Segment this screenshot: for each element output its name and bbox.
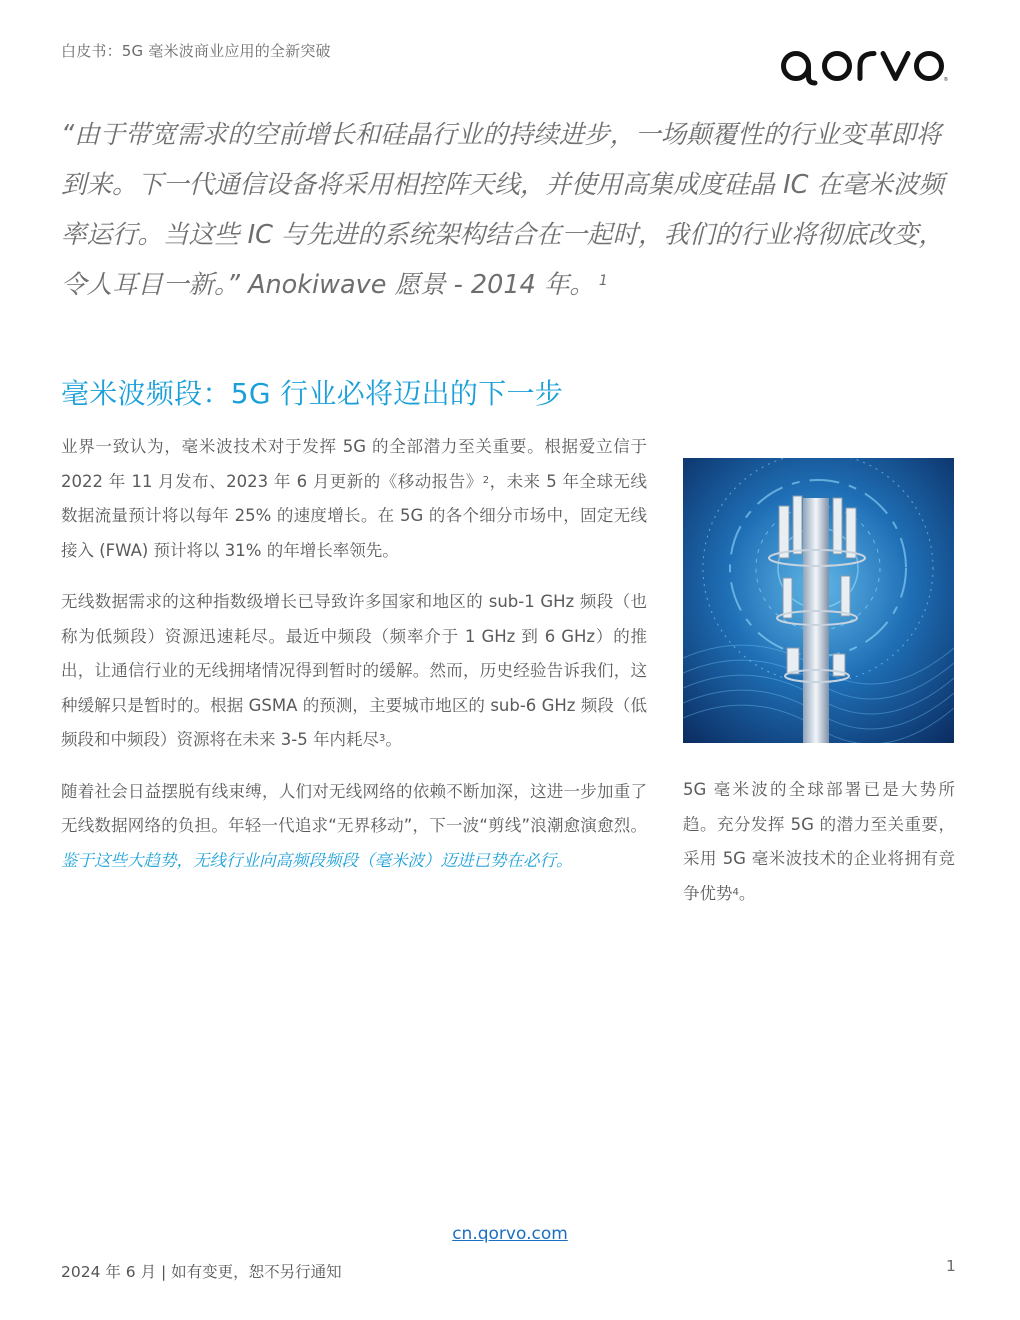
quote-text: “由于带宽需求的空前增长和硅晶行业的持续进步，一场颠覆性的行业变革即将到来。下一代通信设备将采用相控阵天线，并使用高集成度硅晶 IC 在毫米波频率运行。当这些 IC 与先进的系统架构结合在一起时，我们的行业将彻底改变，令人耳目一新。” Anokiwave 愿景 - 2014 年。 <box>61 120 945 300</box>
footnote-ref-4: 4 <box>732 886 739 898</box>
footnote-ref-2: 2 <box>482 474 490 486</box>
paragraph-2-text: 无线数据需求的这种指数级增长已导致许多国家和地区的 sub-1 GHz 频段（也称为低频段）资源迅速耗尽。最近中频段（频率介于 1 GHz 到 6 GHz）的推出，让通信行业的无线拥堵情况得到暂时的缓解。然而，历史经验告诉我们，这种缓解只是暂时的。根据 GSMA 的预测，主要城市地区的 sub-6 GHz 频段（低频段和中频段）资源将在未来 3-5 年内耗尽 <box>61 592 647 749</box>
website-link[interactable]: cn.qorvo.com <box>452 1224 568 1244</box>
paragraph-3 <box>61 775 647 879</box>
cell-tower-photo <box>683 458 954 743</box>
paragraph-1-text: 业界一致认为，毫米波技术对于发挥 5G 的全部潜力至关重要。根据爱立信于 2022 年 11 月发布、2023 年 6 月更新的《移动报告》 <box>61 437 647 491</box>
paragraph-2-text-end: 。 <box>385 730 402 749</box>
caption-text-end: 。 <box>738 883 756 903</box>
footer-date-notice: 2024 年 6 月 | 如有变更，恕不另行通知 <box>61 1263 342 1281</box>
cell-tower-image-icon <box>683 458 954 743</box>
paragraph-3-text: 随着社会日益摆脱有线束缚，人们对无线网络的依赖不断加深，这进一步加重了无线数据网络的负担。年轻一代追求“无界移动”，下一波“剪线”浪潮愈演愈烈。 <box>61 781 647 835</box>
paragraph-2 <box>61 585 647 758</box>
document-header-title: 白皮书：5G 毫米波商业应用的全新突破 <box>61 42 331 60</box>
paragraph-3-emphasis: 鉴于这些大趋势，无线行业向高频段频段（毫米波）迈进已势在必行。 <box>61 850 573 870</box>
vision-quote <box>61 110 966 310</box>
image-caption <box>683 773 955 911</box>
paragraph-1-text-end: ，未来 5 年全球无线数据流量预计将以每年 25% 的速度增长。在 5G 的各个细分市场中，固定无线接入 (FWA) 预计将以 31% 的年增长率领先。 <box>61 471 647 560</box>
caption-text: 5G 毫米波的全球部署已是大势所趋。充分发挥 5G 的潜力至关重要，采用 5G 毫米波技术的企业将拥有竞争优势 <box>683 780 955 903</box>
qorvo-logo-icon <box>779 46 954 90</box>
footnote-ref-3: 3 <box>378 733 386 744</box>
page-number: 1 <box>946 1257 956 1275</box>
svg-text:®: ® <box>944 77 948 83</box>
body-column <box>61 430 647 895</box>
qorvo-logo <box>779 46 954 90</box>
quote-footnote-ref: 1 <box>598 273 608 289</box>
paragraph-1 <box>61 430 647 568</box>
section-heading: 毫米波频段：5G 行业必将迈出的下一步 <box>61 377 564 410</box>
